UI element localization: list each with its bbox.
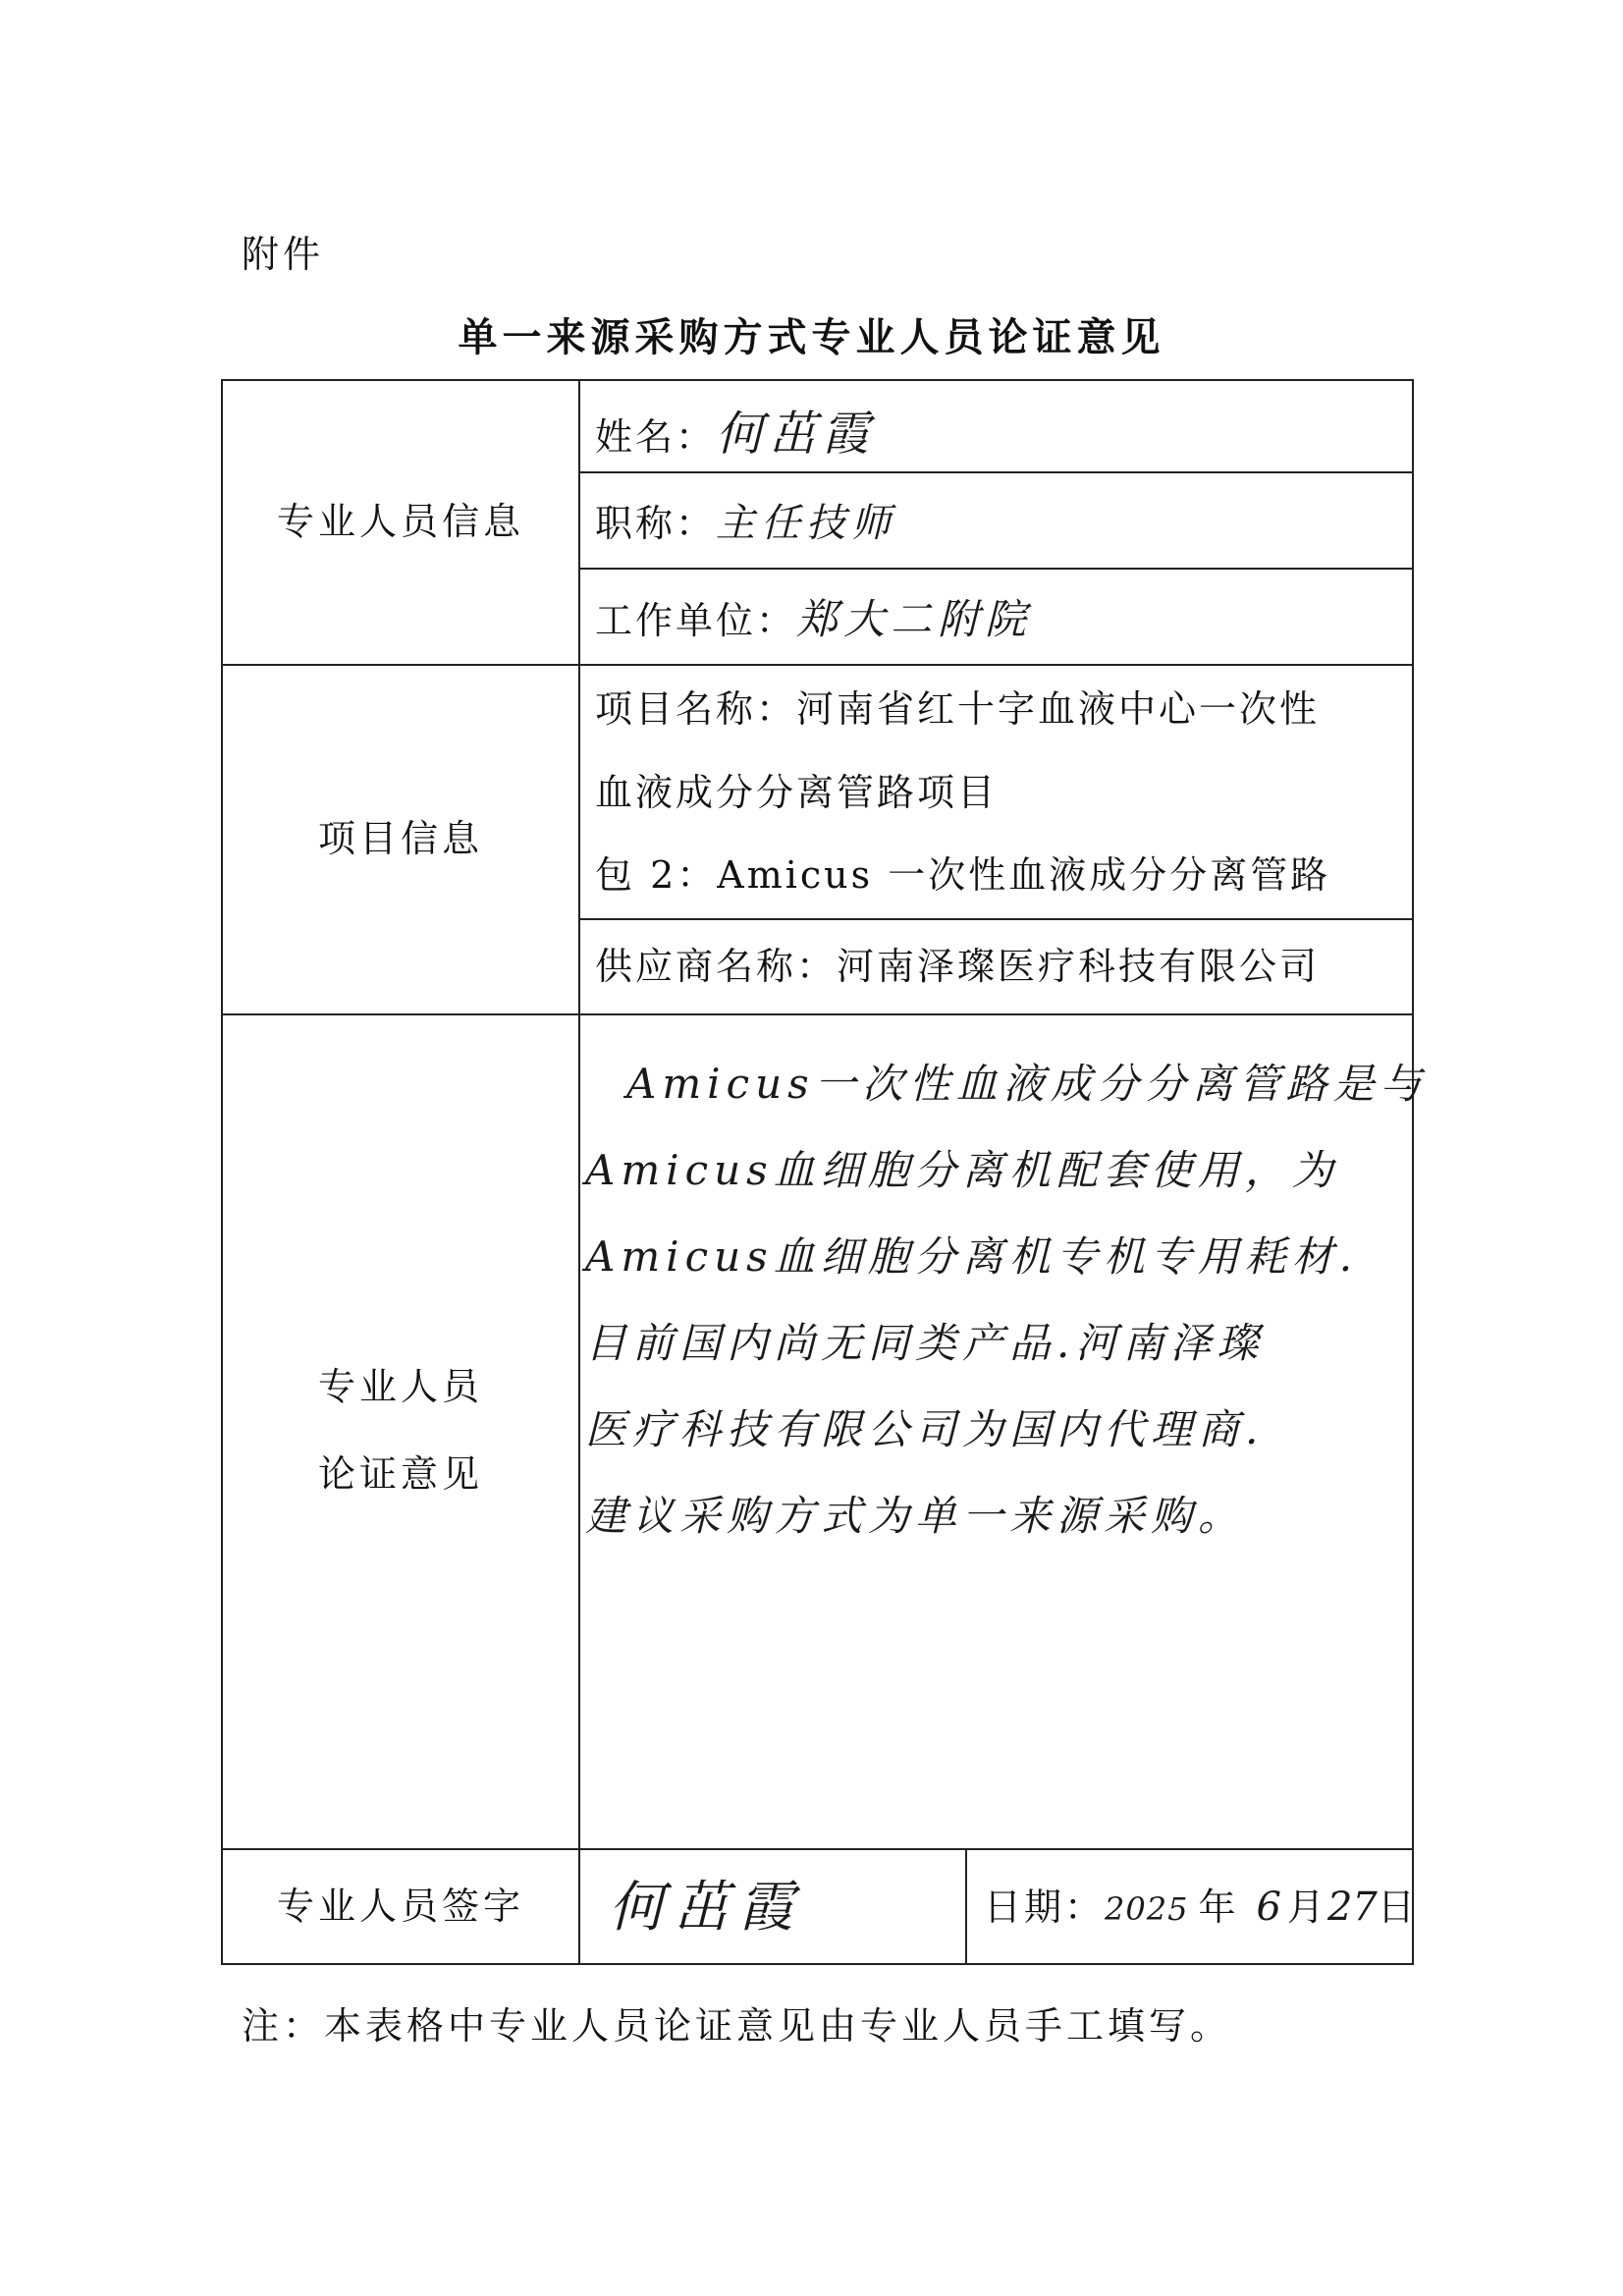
- opinion-handwritten-text: [585, 1041, 1428, 1559]
- date-day: 27: [1326, 1885, 1378, 1930]
- row-divider: [578, 568, 1412, 570]
- opinion-line: 目前国内尚无同类产品.河南泽璨: [585, 1319, 1265, 1367]
- supplier-line: 供应商名称：河南泽璨医疗科技有限公司: [595, 945, 1321, 988]
- footer-note: 注：本表格中专业人员论证意见由专业人员手工填写。: [242, 2004, 1232, 2048]
- job-title-label: 职称：: [595, 502, 717, 545]
- day-char: 日: [1377, 1886, 1418, 1929]
- document-title: 单一来源采购方式专业人员论证意见: [458, 314, 1165, 360]
- opinion-label: [223, 1013, 578, 1848]
- name-field: [595, 407, 876, 462]
- date-label: 日期：: [984, 1886, 1106, 1929]
- column-divider: [578, 379, 580, 1965]
- column-divider: [965, 1848, 967, 1965]
- date-month: 6: [1256, 1885, 1287, 1930]
- signature-value: 何茁霞: [609, 1876, 803, 1940]
- opinion-line: 建议采购方式为单一来源采购。: [585, 1492, 1246, 1540]
- job-title-value: 主任技师: [716, 501, 897, 546]
- name-value: 何茁霞: [716, 407, 876, 462]
- row-divider: [578, 918, 1412, 920]
- package-line: 包 2：Amicus 一次性血液成分分离管路: [595, 853, 1331, 897]
- work-unit-label: 工作单位：: [595, 599, 797, 642]
- date-year: 2025: [1105, 1890, 1189, 1928]
- name-label: 姓名：: [595, 415, 717, 459]
- opinion-line: Amicus血细胞分离机配套使用，为: [585, 1146, 1339, 1194]
- row-divider: [578, 471, 1412, 473]
- opinion-line: Amicus血细胞分离机专机专用耗材.: [585, 1232, 1359, 1281]
- signature-label: 专业人员签字: [276, 1885, 524, 1929]
- work-unit-value: 郑大二附院: [796, 595, 1033, 643]
- opinion-label-line2: 论证意见: [317, 1452, 483, 1496]
- work-unit-field: [595, 595, 1033, 643]
- project-name-line1: 项目名称：河南省红十字血液中心一次性: [595, 687, 1321, 731]
- year-char: 年: [1198, 1886, 1239, 1929]
- opinion-label-line1: 专业人员: [317, 1365, 483, 1409]
- attachment-label: 附件: [242, 233, 325, 276]
- project-name-line2: 血液成分分离管路项目: [595, 771, 999, 814]
- project-info-label: 项目信息: [317, 816, 483, 860]
- personnel-info-label: 专业人员信息: [276, 499, 524, 543]
- date-field: [984, 1885, 1418, 1930]
- job-title-field: [595, 501, 897, 546]
- opinion-line: Amicus一次性血液成分分离管路是与: [626, 1060, 1428, 1108]
- opinion-line: 医疗科技有限公司为国内代理商.: [585, 1405, 1265, 1453]
- month-char: 月: [1286, 1886, 1327, 1929]
